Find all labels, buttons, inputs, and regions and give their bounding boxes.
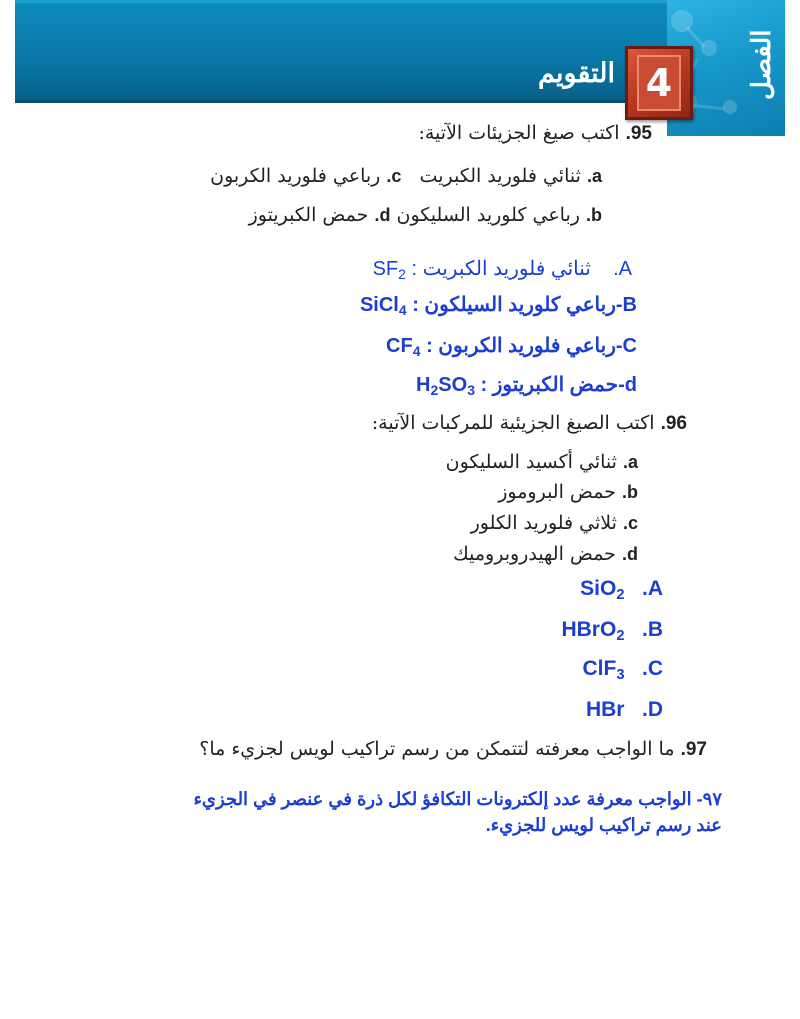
question-95-heading: [418, 122, 652, 145]
item-letter: d.: [621, 544, 638, 564]
item-text: ثنائي أكسيد السليكون: [445, 451, 617, 473]
question-95-line-1: [210, 165, 602, 187]
question-97-heading: [199, 738, 707, 761]
item-text: حمض الهيدروبروميك: [453, 543, 616, 565]
answer-marker: B-: [615, 294, 637, 316]
question-96-heading: [372, 412, 687, 435]
answer-97: [122, 786, 722, 838]
item-letter: b.: [621, 482, 638, 502]
molecule-decoration: [723, 100, 737, 114]
answer-96-d: [586, 698, 663, 722]
question-number: 95.: [625, 123, 652, 144]
molecule-decoration: [701, 40, 717, 56]
answer-marker: .C: [642, 657, 663, 680]
answer-95-a: [373, 256, 632, 281]
answer-marker: .D: [642, 698, 663, 721]
answer-95-b: [360, 292, 637, 317]
item-letter: a.: [586, 166, 602, 186]
chapter-number: 4: [637, 55, 681, 111]
question-prompt: اكتب صيغ الجزيئات الآتية:: [418, 122, 620, 144]
answer-95-c: [386, 333, 637, 358]
section-title: التقويم: [538, 58, 615, 89]
answer-96-b: [561, 618, 663, 645]
answer-formula: $SF_2$: [372, 258, 406, 282]
question-96-item: [446, 451, 638, 473]
answer-97-line-2: عند رسم تراكيب لويس للجزيء.: [485, 815, 722, 835]
question-number: 96.: [660, 413, 687, 434]
item-text: رباعي كلوريد السليكون: [396, 204, 580, 226]
item-text: حمض البروموز: [498, 481, 616, 503]
answer-96-c: [582, 657, 663, 684]
answer-formula: HBr: [585, 698, 625, 721]
answer-label: ثنائي فلوريد الكبريت :: [411, 258, 591, 280]
answer-marker: d-: [618, 374, 637, 396]
question-number: 97.: [680, 739, 707, 760]
bond-decoration: [693, 104, 725, 110]
answer-formula: $H_2SO_3$: [416, 374, 475, 398]
question-95-line-2: [249, 204, 602, 226]
answer-label: رباعي فلوريد الكربون :: [426, 335, 616, 357]
item-text: ثنائي فلوريد الكبريت: [419, 165, 581, 187]
answer-label: رباعي كلوريد السيلكون :: [412, 294, 616, 316]
answer-formula: ClF$_3$: [582, 657, 625, 684]
item-letter: c.: [622, 513, 638, 533]
question-prompt: اكتب الصيغ الجزيئية للمركبات الآتية:: [371, 412, 655, 434]
bond-decoration: [686, 26, 706, 47]
question-prompt: ما الواجب معرفته لتتمكن من رسم تراكيب لويس لجزيء ما؟: [199, 738, 675, 760]
item-text: رباعي فلوريد الكربون: [210, 165, 381, 187]
item-text: ثلاثي فلوريد الكلور: [470, 512, 617, 534]
answer-96-a: [580, 577, 663, 604]
answer-marker: A.: [613, 258, 632, 280]
answer-label: حمض الكبريتوز :: [480, 374, 619, 396]
answer-marker: .A: [642, 577, 663, 600]
answer-formula: SiCl$_4$: [359, 294, 407, 318]
item-letter: b.: [585, 205, 602, 225]
chapter-label: الفصل: [747, 29, 777, 101]
answer-formula: $CF_4$: [386, 335, 421, 359]
question-96-item: [453, 543, 638, 565]
question-96-item: [471, 512, 638, 534]
answer-marker: .B: [642, 618, 663, 641]
chapter-number-badge: [625, 46, 693, 120]
item-letter: c.: [386, 166, 402, 186]
question-96-item: [498, 481, 638, 503]
answer-marker: C-: [615, 335, 637, 357]
answer-97-line-1: ٩٧- الواجب معرفة عدد إلكترونات التكافؤ لكل ذرة في عنصر في الجزيء: [193, 789, 722, 809]
item-letter: d.: [374, 205, 391, 225]
item-text: حمض الكبريتوز: [248, 204, 369, 226]
item-letter: a.: [622, 452, 638, 472]
answer-formula: HBrO$_2$: [561, 618, 625, 645]
answer-formula: SiO$_2$: [580, 577, 625, 604]
answer-95-d: [416, 372, 637, 397]
